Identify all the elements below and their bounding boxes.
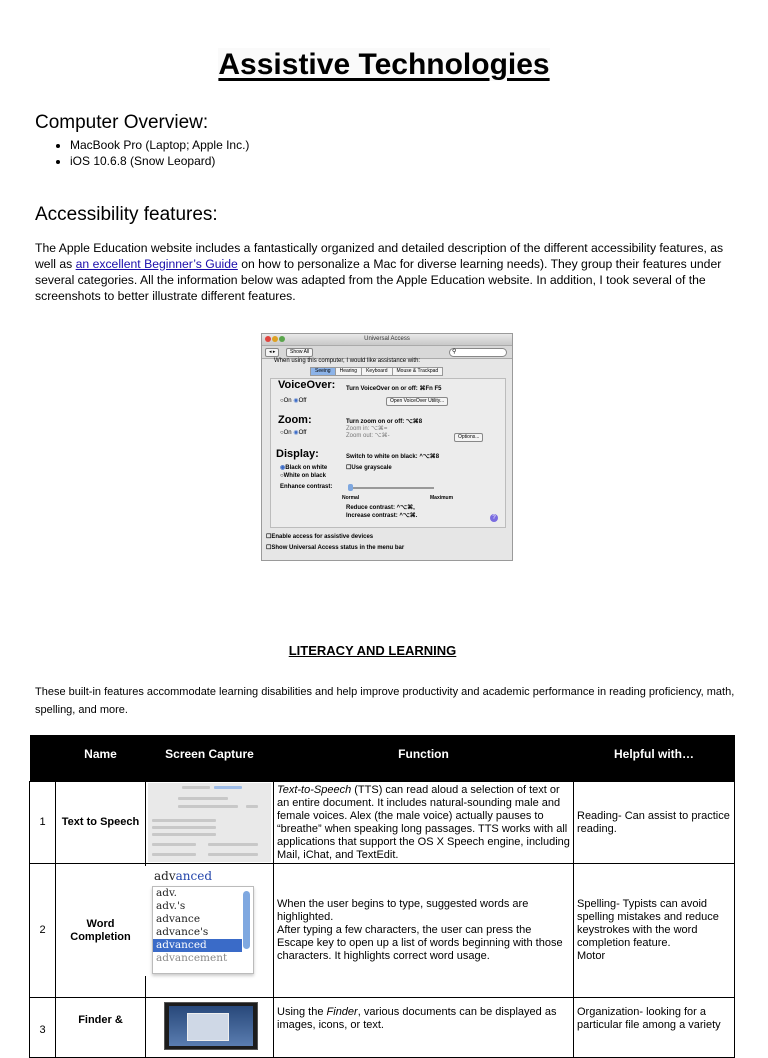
finder-screenshot <box>146 998 274 1058</box>
tab-hearing: Hearing <box>335 367 363 376</box>
tab-keyboard: Keyboard <box>361 367 392 376</box>
tab-seeing: Seeing <box>310 367 336 376</box>
black-on-white-radio: ◉Black on white <box>280 465 328 471</box>
row-helpful: Reading- Can assist to practice reading. <box>574 782 735 864</box>
list-item-selected: advanced <box>153 939 242 952</box>
row-number: 1 <box>30 782 56 864</box>
zoom-shortcut: Turn zoom on or off: ⌥⌘8 <box>346 419 423 425</box>
display-shortcut: Switch to white on black: ^⌥⌘8 <box>346 454 440 460</box>
page-title: Assistive Technologies <box>218 48 550 81</box>
help-icon: ? <box>490 514 498 522</box>
zoom-in-shortcut: Zoom in: ⌥⌘= <box>346 426 388 432</box>
show-status-checkbox: ☐Show Universal Access status in the menu bar <box>266 545 405 551</box>
voiceover-title: VoiceOver: <box>278 379 336 391</box>
list-item: advance <box>156 913 201 925</box>
zoom-options-button: Options... <box>454 433 483 442</box>
row-function: When the user begins to type, suggested words are highlighted. After typing a few characters, the user can press the Escape key to open up a list of words beginning with those characters. It highlights correct word usage. <box>274 864 574 998</box>
list-item: • iOS 10.6.8 (Snow Leopard) <box>70 153 249 169</box>
enable-access-checkbox: ☐Enable access for assistive devices <box>266 534 374 540</box>
universal-access-screenshot <box>261 333 513 561</box>
zoom-radio-group: ○On ◉Off <box>280 430 307 436</box>
word-completion-screenshot <box>146 864 274 998</box>
text-to-speech-screenshot <box>146 782 274 864</box>
window-title: Universal Access <box>364 336 410 342</box>
header-screen-capture: Screen Capture <box>146 735 274 782</box>
slider-knob <box>348 484 353 491</box>
table-row <box>30 782 735 864</box>
autocomplete-list <box>152 886 254 974</box>
row-function: Using the Finder, various documents can be displayed as images, icons, or text. <box>274 998 574 1058</box>
normal-label: Normal <box>342 495 360 501</box>
voiceover-shortcut: Turn VoiceOver on or off: ⌘Fn F5 <box>346 386 442 392</box>
search-icon: ⚲ <box>452 349 457 355</box>
voiceover-radio-group: ○On ◉Off <box>280 398 307 404</box>
back-forward-icon: ◂ ▸ <box>265 348 279 357</box>
contrast-slider <box>348 487 434 489</box>
accessibility-paragraph: The Apple Education website includes a fantastically organized and detailed description of the different accessibility features, as well as an excellent Beginner’s Guide on how to personalize a Mac for diverse learning needs). They group their features under several categories. All the information below was adapted from the Apple Education website. In addition, I took several of the screenshots to better illustrate different features. <box>35 241 724 303</box>
accessibility-heading: Accessibility features: <box>35 204 218 225</box>
list-item: adv. <box>156 887 178 899</box>
assistance-prompt: When using this computer, I would like assistance with: <box>274 358 421 364</box>
row-number: 2 <box>30 864 56 998</box>
features-table <box>29 735 735 1058</box>
autocomplete-image <box>144 866 266 976</box>
typed-word: advanced <box>154 869 213 883</box>
overview-heading: Computer Overview: <box>35 112 209 133</box>
grayscale-checkbox: ☐Use grayscale <box>346 465 392 471</box>
overview-list <box>35 137 249 169</box>
row-helpful: Organization- looking for a particular file among a variety <box>574 998 735 1058</box>
row-helpful: Spelling- Typists can avoid spelling mistakes and reduce keystrokes with the word completion feature. Motor <box>574 864 735 998</box>
table-row <box>30 998 735 1058</box>
table-header-row <box>30 735 735 782</box>
show-all-button: Show All <box>286 348 313 357</box>
list-item: advancement <box>156 952 228 964</box>
zoom-title: Zoom: <box>278 414 312 426</box>
section-intro: These built-in features accommodate learning disabilities and help improve productivity and academic performance in reading proficiency, math, spelling, and more. <box>35 686 735 716</box>
row-function: Text-to-Speech (TTS) can read aloud a selection of text or an entire document. It includes natural-sounding male and female voices. Alex (the male voice) actually pauses to “breathe” when speaking long passages. TTS works with all applications that support the OS X Speech engine, including Mail, iChat, and TextEdit. <box>274 782 574 864</box>
beginners-guide-link[interactable]: an excellent Beginner’s Guide <box>75 257 238 271</box>
maximum-label: Maximum <box>430 495 454 501</box>
display-title: Display: <box>276 448 319 460</box>
finder-image <box>164 1002 258 1050</box>
section-heading: LITERACY AND LEARNING <box>288 643 457 658</box>
speech-prefs-image <box>148 783 271 862</box>
increase-contrast-shortcut: Increase contrast: ^⌥⌘. <box>346 513 418 519</box>
white-on-black-radio: ○White on black <box>280 473 326 479</box>
tab-mouse-trackpad: Mouse & Trackpad <box>392 367 444 376</box>
header-num <box>30 735 56 782</box>
open-voiceover-utility-button: Open VoiceOver Utility... <box>386 397 448 406</box>
header-helpful-with: Helpful with… <box>574 735 735 782</box>
zoom-out-shortcut: Zoom out: ⌥⌘- <box>346 433 390 439</box>
header-name: Name <box>56 735 146 782</box>
enhance-contrast-label: Enhance contrast: <box>280 484 333 490</box>
list-item: • MacBook Pro (Laptop; Apple Inc.) <box>70 137 249 153</box>
scrollbar <box>243 891 250 949</box>
row-name: Word Completion <box>56 864 146 998</box>
window-titlebar <box>262 334 512 346</box>
list-item: advance's <box>156 926 209 938</box>
header-function: Function <box>274 735 574 782</box>
search-field <box>449 348 507 357</box>
row-name: Finder & <box>56 998 146 1058</box>
row-number: 3 <box>30 998 56 1058</box>
reduce-contrast-shortcut: Reduce contrast: ^⌥⌘, <box>346 505 415 511</box>
table-row <box>30 864 735 998</box>
tab-bar <box>310 367 442 375</box>
row-name: Text to Speech <box>56 782 146 864</box>
list-item: adv.'s <box>156 900 186 912</box>
